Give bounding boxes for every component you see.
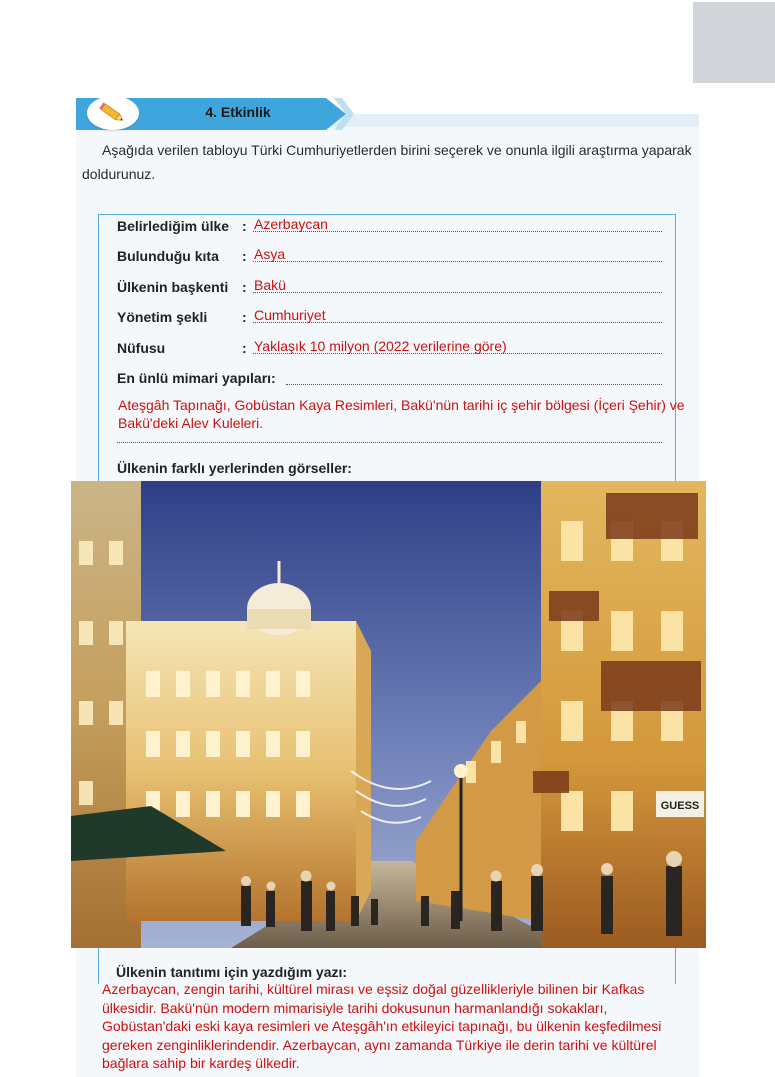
essay-text[interactable]: Azerbaycan, zengin tarihi, kültürel mirası ve eşsiz doğal güzellikleriyle bilinen bir Kafkas ülkesidir. Bakü'nün modern mimarisiyle tarihi dokusunun harmanlandığı sokakları, Gobüstan'daki eski kaya resimleri ve Ateşgâh'ın etkileyici tapınağı, bu ülkenin keşfedilmesi gereken zenginliklerindendir. Azerbaycan, aynı zamanda Türkiye ile derin tarihi ve kültürel bağlara sahip bir kardeş ülkedir. bbox=[102, 981, 662, 1071]
field-value-country[interactable]: Azerbaycan bbox=[254, 216, 328, 232]
pencil-icon bbox=[99, 100, 127, 126]
field-row-continent bbox=[117, 248, 662, 268]
field-label: Yönetim şekli bbox=[117, 309, 208, 325]
field-colon: : bbox=[242, 248, 247, 264]
field-colon: : bbox=[242, 279, 247, 295]
field-colon: : bbox=[242, 218, 247, 234]
architecture-value[interactable]: Ateşgâh Tapınağı, Gobüstan Kaya Resimleri, Bakü'nün tarihi iç şehir bölgesi (İçeri Şehir) ve Bakü'deki Alev Kuleleri. bbox=[118, 397, 685, 431]
pencil-badge bbox=[87, 96, 139, 130]
page-corner-tab bbox=[693, 2, 775, 83]
field-label: Belirlediğim ülke bbox=[117, 218, 230, 234]
field-row-capital bbox=[117, 279, 662, 299]
field-row-government bbox=[117, 309, 662, 329]
dotted-line bbox=[286, 384, 662, 385]
field-label: Nüfusu bbox=[117, 340, 166, 356]
dotted-line bbox=[253, 292, 662, 293]
instructions-text: Aşağıda verilen tabloyu Türki Cumhuriyetlerden birini seçerek ve onunla ilgili araştırma yaparak doldurunuz. bbox=[82, 142, 692, 182]
field-label: Bulunduğu kıta bbox=[117, 248, 219, 264]
field-value-government[interactable]: Cumhuriyet bbox=[254, 307, 326, 323]
field-row-country bbox=[117, 218, 662, 238]
field-row-population bbox=[117, 340, 662, 360]
essay-label: Ülkenin tanıtımı için yazdığım yazı: bbox=[116, 964, 348, 980]
images-label: Ülkenin farklı yerlerinden görseller: bbox=[117, 460, 352, 476]
field-value-population[interactable]: Yaklaşık 10 milyon (2022 verilerine göre) bbox=[254, 338, 507, 354]
activity-title: 4. Etkinlik bbox=[205, 104, 271, 120]
architecture-label: En ünlü mimari yapıları: bbox=[117, 370, 276, 386]
field-label: Ülkenin başkenti bbox=[117, 279, 229, 295]
field-value-capital[interactable]: Bakü bbox=[254, 277, 286, 293]
shop-sign-text: GUESS bbox=[660, 800, 700, 812]
field-value-continent[interactable]: Asya bbox=[254, 246, 286, 262]
field-colon: : bbox=[242, 340, 247, 356]
baku-street-photo bbox=[71, 481, 706, 948]
dotted-line bbox=[253, 261, 662, 262]
dotted-line bbox=[117, 442, 662, 443]
field-colon: : bbox=[242, 309, 247, 325]
